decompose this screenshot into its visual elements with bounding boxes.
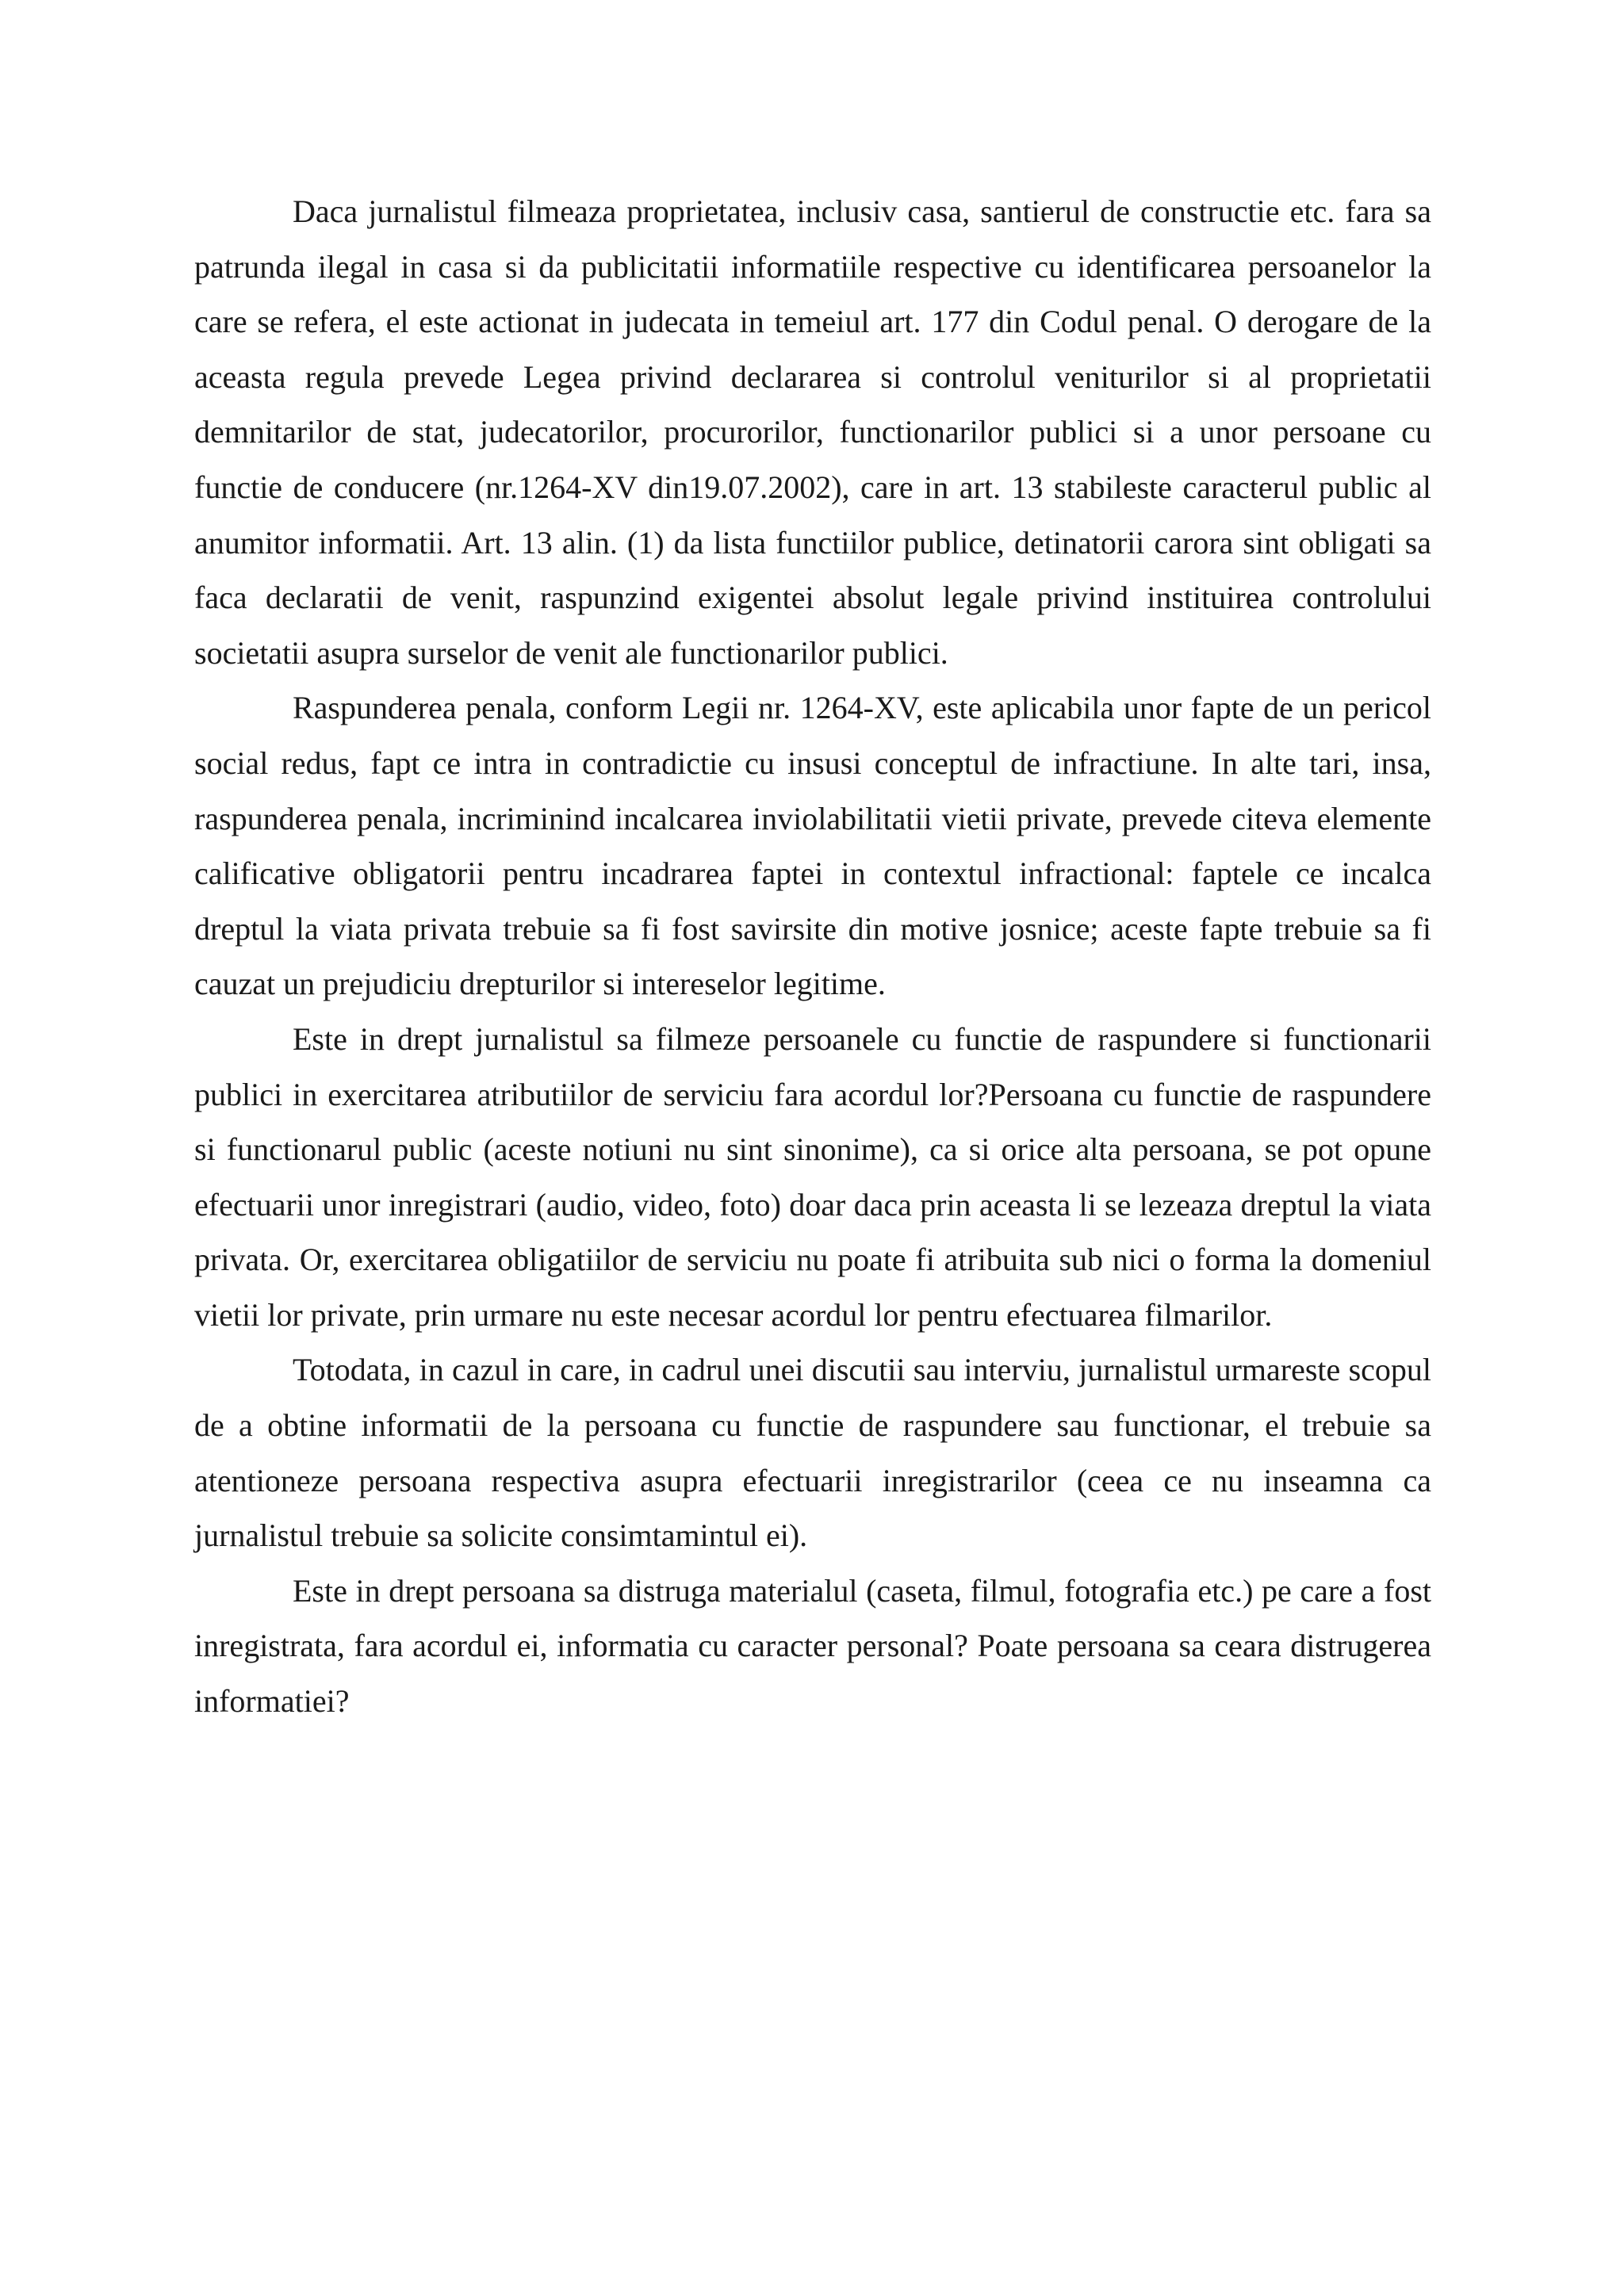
paragraph-2: Raspunderea penala, conform Legii nr. 1264-XV, este aplicabila unor fapte de un pericol social redus, fapt ce intra in contradictie cu insusi conceptul de infractiune. In alte tari, insa, raspunderea penala, incriminind incalcarea inviolabilitatii vietii private, prevede citeva elemente calificative obligatorii pentru incadrarea faptei in contextul infractional: faptele ce incalca dreptul la viata privata trebuie sa fi fost savirsite din motive josnice; aceste fapte trebuie sa fi cauzat un prejudiciu drepturilor si intereselor legitime.	[194, 690, 1431, 1002]
paragraph-1: Daca jurnalistul filmeaza proprietatea, inclusiv casa, santierul de constructie etc. fara sa patrunda ilegal in casa si da publicitatii informatiile respective cu identificarea persoanelor la care se refera, el este actionat in judecata in temeiul art. 177 din Codul penal. O derogare de la aceasta regula prevede Legea privind declararea si controlul veniturilor si al proprietatii demnitarilor de stat, judecatorilor, procurorilor, functionarilor publici si a unor persoane cu functie de conducere (nr.1264-XV din19.07.2002), care in art. 13 stabileste caracterul public al anumitor informatii. Art. 13 alin. (1) da lista functiilor publice, detinatorii carora sint obligati sa faca declaratii de venit, raspunzind exigentei absolut legale privind instituirea controlului societatii asupra surselor de venit ale functionarilor publici.	[194, 193, 1431, 671]
document-body	[194, 184, 1431, 1729]
paragraph-3: Este in drept jurnalistul sa filmeze persoanele cu functie de raspundere si functionarii publici in exercitarea atributiilor de serviciu fara acordul lor?Persoana cu functie de raspundere si functionarul public (aceste notiuni nu sint sinonime), ca si orice alta persoana, se pot opune efectuarii unor inregistrari (audio, video, foto) doar daca prin aceasta li se lezeaza dreptul la viata privata. Or, exercitarea obligatiilor de serviciu nu poate fi atribuita sub nici o forma la domeniul vietii lor private, prin urmare nu este necesar acordul lor pentru efectuarea filmarilor.	[194, 1020, 1431, 1333]
paragraph-5: Este in drept persoana sa distruga materialul (caseta, filmul, fotografia etc.) pe care a fost inregistrata, fara acordul ei, informatia cu caracter personal? Poate persoana sa ceara distrugerea informatiei?	[194, 1572, 1431, 1720]
paragraph-4: Totodata, in cazul in care, in cadrul unei discutii sau interviu, jurnalistul urmareste scopul de a obtine informatii de la persoana cu functie de raspundere sau functionar, el trebuie sa atentioneze persoana respectiva asupra efectuarii inregistrarilor (ceea ce nu inseamna ca jurnalistul trebuie sa solicite consimtamintul ei).	[194, 1352, 1431, 1554]
